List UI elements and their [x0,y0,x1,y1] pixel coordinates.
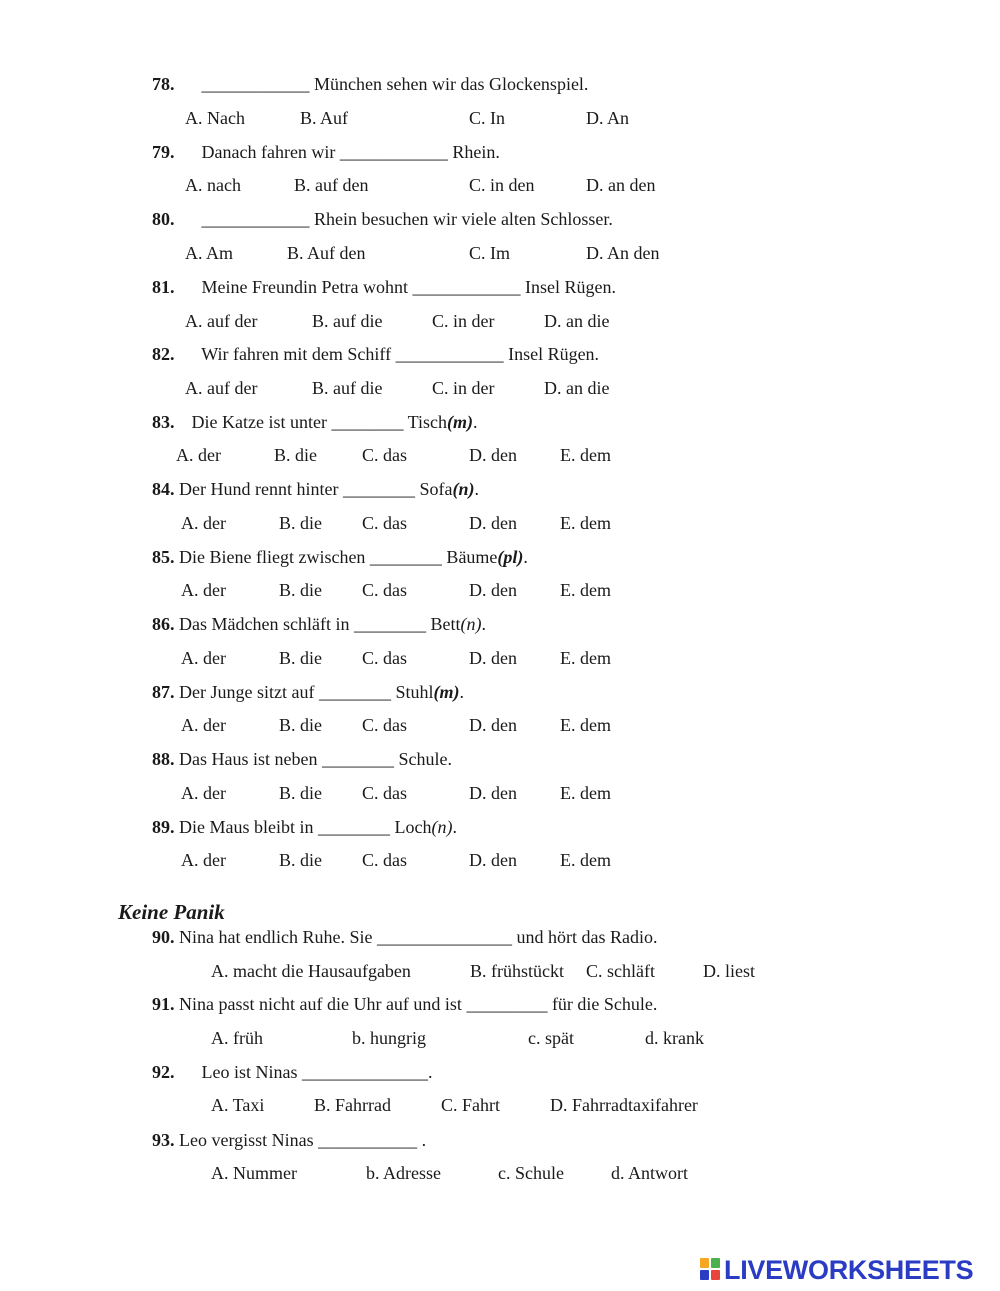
question-end: . [472,412,478,432]
section-title: Keine Panik [118,900,225,924]
option-c[interactable]: c. Schule [498,1163,564,1183]
option-a[interactable]: A. Taxi [211,1095,265,1115]
option-b[interactable]: B. die [279,850,322,870]
question-end: . [474,479,479,499]
option-d[interactable]: D. den [469,850,517,870]
option-d[interactable]: D. Fahrradtaxifahrer [550,1095,698,1115]
option-b[interactable]: B. die [279,715,322,735]
case-hint: (m) [446,412,473,432]
option-e[interactable]: E. dem [560,715,611,735]
option-e[interactable]: E. dem [560,648,611,668]
question-number: 82. [152,344,175,364]
option-c[interactable]: C. Fahrt [441,1095,501,1115]
option-e[interactable]: E. dem [560,445,611,465]
option-c[interactable]: C. Im [469,243,511,263]
option-b[interactable]: b. Adresse [366,1163,441,1183]
option-d[interactable]: d. krank [645,1028,704,1048]
option-a[interactable]: A. der [176,445,221,465]
option-c[interactable]: C. in den [469,175,535,195]
option-a[interactable]: A. macht die Hausaufgaben [211,961,411,981]
question-86 [152,613,486,635]
question-number: 93. [152,1130,175,1150]
option-d[interactable]: D. den [469,445,517,465]
question-text: Die Maus bleibt in ________ Loch [179,817,432,837]
question-number: 87. [152,682,175,702]
case-hint: (m) [433,682,460,702]
option-a[interactable]: A. Am [185,243,234,263]
case-hint: (n) [452,479,475,499]
option-a[interactable]: A. nach [185,175,241,195]
option-b[interactable]: B. auf die [312,378,383,398]
question-80 [152,208,613,230]
option-c[interactable]: C. das [362,580,407,600]
option-b[interactable]: B. auf die [312,311,383,331]
option-c[interactable]: C. in der [432,311,495,331]
question-number: 90. [152,927,175,947]
case-hint: (pl) [497,547,524,567]
option-c[interactable]: C. das [362,445,407,465]
option-c[interactable]: C. das [362,715,407,735]
option-b[interactable]: B. Fahrrad [314,1095,391,1115]
question-text: Der Hund rennt hinter ________ Sofa [179,479,453,499]
question-81 [152,276,616,298]
options-83 [0,444,1000,466]
question-text: Der Junge sitzt auf ________ Stuhl [179,682,434,702]
option-a[interactable]: A. Nach [185,108,245,128]
option-d[interactable]: D. liest [703,961,755,981]
question-89 [152,816,457,838]
option-c[interactable]: C. das [362,783,407,803]
options-89 [0,849,1000,871]
question-number: 89. [152,817,175,837]
question-82 [152,343,599,365]
question-text: Nina hat endlich Ruhe. Sie _______________ und hört das Radio. [179,927,658,947]
question-number: 78. [152,74,175,94]
option-d[interactable]: D. An [586,108,630,128]
question-number: 83. [152,412,175,432]
case-hint: (n) [460,614,482,634]
option-c[interactable]: C. das [362,850,407,870]
options-91 [0,1027,1000,1049]
options-78 [0,107,1000,129]
option-b[interactable]: B. die [279,783,322,803]
question-number: 92. [152,1062,175,1082]
option-d[interactable]: D. den [469,513,517,533]
brand-name: LIVEWORKSHEETS [724,1255,974,1285]
question-number: 81. [152,277,175,297]
question-text: Die Katze ist unter ________ Tisch [191,412,447,432]
question-83 [152,411,477,433]
option-a[interactable]: A. Nummer [211,1163,297,1183]
options-90 [0,960,1000,982]
question-91 [152,993,657,1015]
question-text: Leo vergisst Ninas ___________ . [179,1130,427,1150]
option-e[interactable]: E. dem [560,783,611,803]
option-b[interactable]: B. auf den [294,175,369,195]
option-b[interactable]: B. frühstückt [470,961,564,981]
case-hint: (n) [431,817,453,837]
question-92 [152,1061,433,1083]
question-number: 86. [152,614,175,634]
option-d[interactable]: D. an die [544,378,610,398]
question-87 [152,681,464,703]
option-a[interactable]: A. der [181,513,226,533]
question-84 [152,478,479,500]
question-85 [152,546,528,568]
option-e[interactable]: E. dem [560,850,611,870]
question-text: Danach fahren wir ____________ Rhein. [201,142,500,162]
question-end: . [452,817,457,837]
option-c[interactable]: C. das [362,513,407,533]
option-b[interactable]: B. die [279,580,322,600]
option-a[interactable]: A. der [181,580,226,600]
options-93 [0,1162,1000,1184]
question-text: ____________ München sehen wir das Glockenspiel. [201,74,589,94]
question-text: Nina passt nicht auf die Uhr auf und ist _________ für die Schule. [179,994,658,1014]
option-b[interactable]: B. die [279,648,322,668]
option-a[interactable]: A. der [181,648,226,668]
liveworksheets-icon [700,1258,720,1280]
options-82 [0,377,1000,399]
question-93 [152,1129,426,1151]
option-c[interactable]: C. In [469,108,505,128]
option-a[interactable]: A. auf der [185,378,258,398]
option-d[interactable]: d. Antwort [611,1163,689,1183]
options-92 [0,1094,1000,1116]
option-d[interactable]: D. den [469,783,517,803]
option-a[interactable]: A. der [181,715,226,735]
options-88 [0,782,1000,804]
question-text: Meine Freundin Petra wohnt ____________ Insel Rügen. [201,277,616,297]
option-c[interactable]: c. spät [528,1028,574,1048]
question-number: 80. [152,209,175,229]
question-78 [152,73,588,95]
option-a[interactable]: A. auf der [185,311,258,331]
question-text: Die Biene fliegt zwischen ________ Bäume [179,547,498,567]
option-e[interactable]: E. dem [560,513,611,533]
question-90 [152,926,657,948]
question-text: Leo ist Ninas ______________. [201,1062,433,1082]
option-c[interactable]: C. in der [432,378,495,398]
options-86 [0,647,1000,669]
option-d[interactable]: D. den [469,715,517,735]
question-88 [152,748,452,770]
question-number: 91. [152,994,175,1014]
question-end: . [523,547,528,567]
option-d[interactable]: D. an den [586,175,656,195]
question-text: Wir fahren mit dem Schiff ____________ Insel Rügen. [201,344,600,364]
option-d[interactable]: D. an die [544,311,610,331]
options-85 [0,579,1000,601]
question-text: Das Mädchen schläft in ________ Bett [179,614,461,634]
option-d[interactable]: D. den [469,648,517,668]
option-b[interactable]: B. die [274,445,317,465]
option-c[interactable]: C. das [362,648,407,668]
option-d[interactable]: D. den [469,580,517,600]
question-number: 84. [152,479,175,499]
option-d[interactable]: D. An den [586,243,660,263]
question-end: . [481,614,486,634]
question-number: 79. [152,142,175,162]
options-81 [0,310,1000,332]
question-text: ____________ Rhein besuchen wir viele alten Schlosser. [201,209,613,229]
question-number: 88. [152,749,175,769]
question-number: 85. [152,547,175,567]
options-84 [0,512,1000,534]
option-b[interactable]: b. hungrig [352,1028,426,1048]
option-c[interactable]: C. schläft [586,961,655,981]
option-a[interactable]: A. der [181,783,226,803]
option-a[interactable]: A. der [181,850,226,870]
question-text: Das Haus ist neben ________ Schule. [179,749,452,769]
options-80 [0,242,1000,264]
option-b[interactable]: B. die [279,513,322,533]
option-e[interactable]: E. dem [560,580,611,600]
options-79 [0,174,1000,196]
option-b[interactable]: B. Auf [300,108,349,128]
question-end: . [459,682,464,702]
options-87 [0,714,1000,736]
option-b[interactable]: B. Auf den [287,243,366,263]
option-a[interactable]: A. früh [211,1028,263,1048]
question-79 [152,141,500,163]
